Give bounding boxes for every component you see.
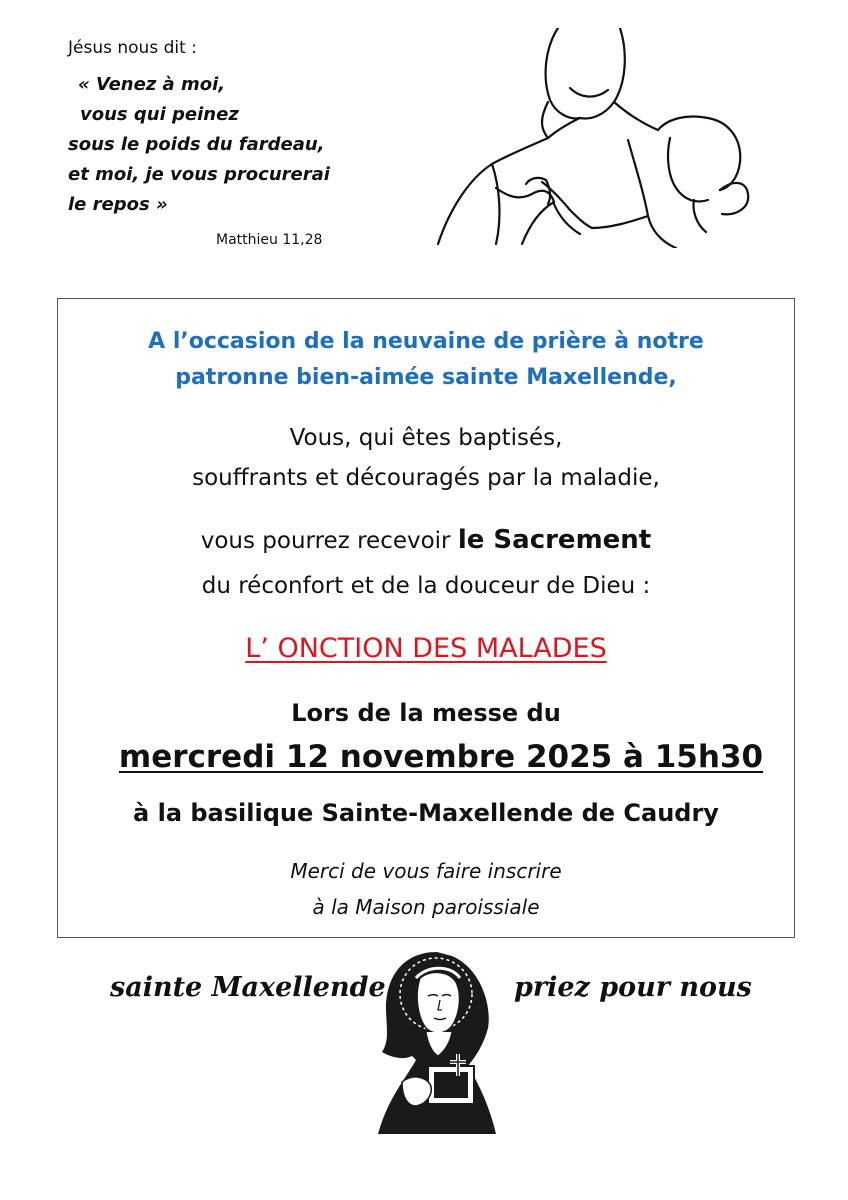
announcement-box [57,298,795,938]
footer-saint-name: sainte Maxellende [110,972,386,1003]
receive-line [58,525,794,555]
quote-verse [68,70,388,220]
scripture-quote [68,38,388,248]
address-line: souffrants et découragés par la maladie, [192,465,660,491]
quote-reference: Matthieu 11,28 [216,232,323,248]
occasion-line: patronne bien-aimée sainte Maxellende, [175,365,677,390]
sacrament-bold: le Sacrement [457,525,652,555]
occasion-line: A l’occasion de la neuvaine de prière à notre [148,329,704,354]
verse-line: « Venez à moi, [78,74,226,95]
register-line: à la Maison paroissiale [312,895,540,919]
footer-prayer: priez pour nous [514,972,752,1003]
receive-prefix: vous pourrez recevoir [200,528,458,554]
mass-intro: Lors de la messe du [291,699,561,727]
jesus-embracing-illustration-icon [430,28,760,248]
verse-line: sous le poids du fardeau, [68,134,325,155]
verse-line: vous qui peinez [80,104,239,125]
address-line: Vous, qui êtes baptisés, [289,425,563,451]
sacrament-title: L’ ONCTION DES MALADES [245,633,607,664]
verse-line: le repos » [68,194,168,215]
quote-intro: Jésus nous dit : [68,38,197,58]
receive-line-2: du réconfort et de la douceur de Dieu : [201,573,651,599]
place: à la basilique Sainte-Maxellende de Caudry [133,799,719,827]
saint-maxellende-icon [372,948,502,1136]
date-time: mercredi 12 novembre 2025 à 15h30 [118,739,764,775]
register-line: Merci de vous faire inscrire [290,859,562,883]
verse-line: et moi, je vous procurerai [68,164,330,185]
